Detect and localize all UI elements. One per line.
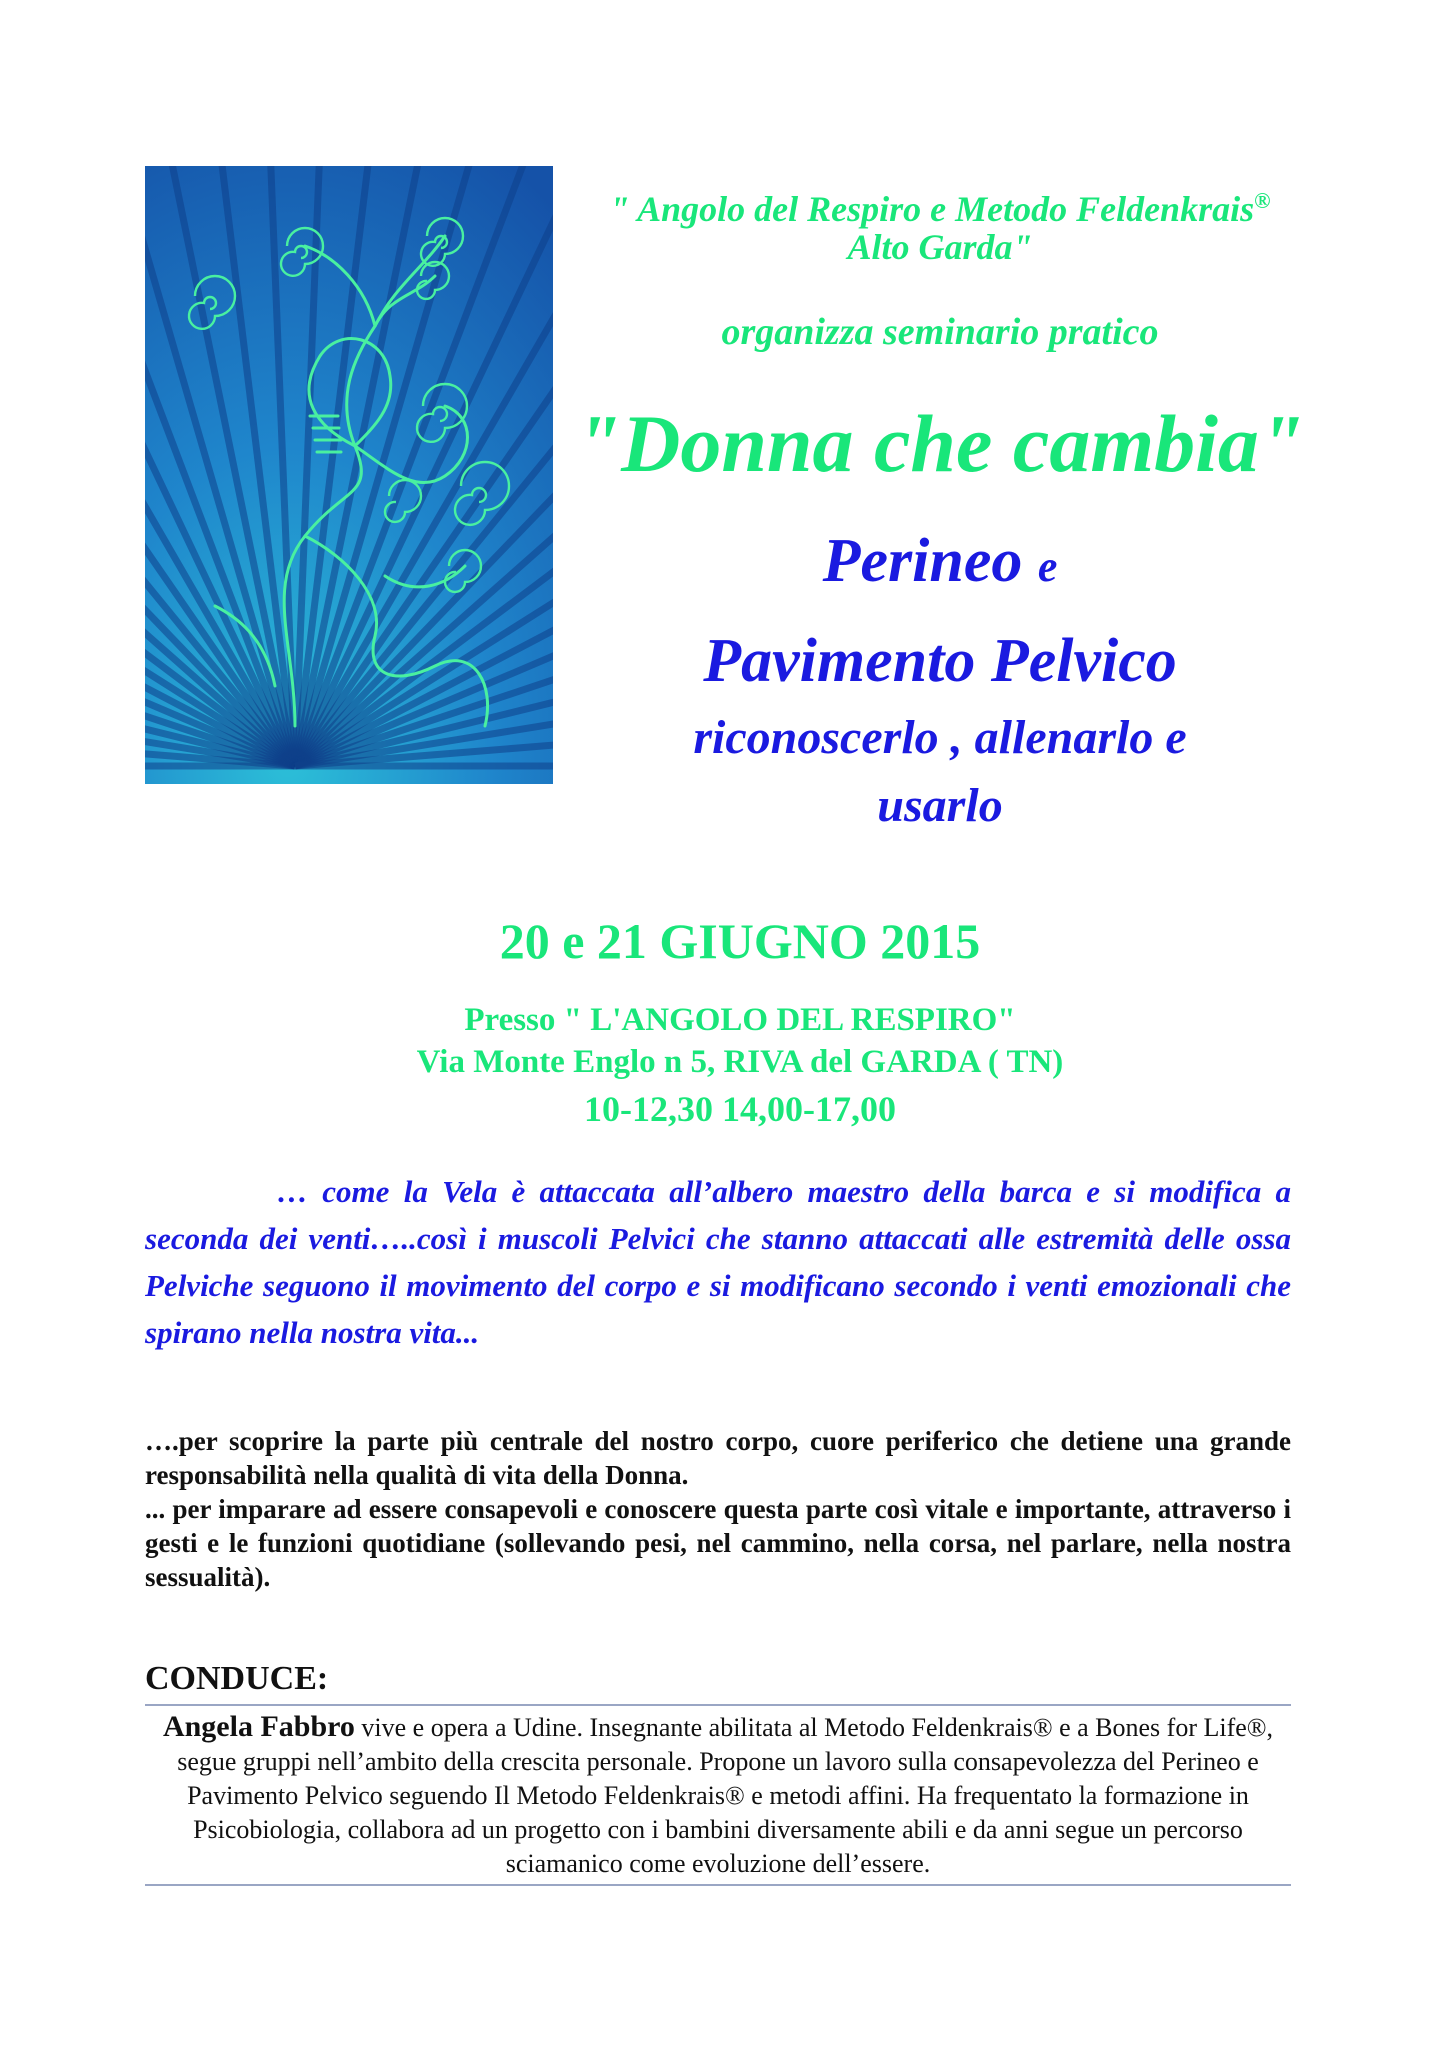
topic-perineo-word: Perineo — [822, 527, 1023, 595]
topic-pavimento: Pavimento Pelvico — [703, 627, 1177, 695]
event-venue-address: Via Monte Englo n 5, RIVA del GARDA ( TN) — [416, 1044, 1064, 1080]
event-hours: 10-12,30 14,00-17,00 — [584, 1089, 896, 1129]
event-date: 20 e 21 GIUGNO 2015 — [499, 913, 981, 969]
organization-name-line-2: Alto Garda" — [847, 227, 1033, 267]
topic-subtitle — [560, 704, 1320, 840]
description-paragraph-2: ... per imparare ad essere consapevoli e conoscere questa parte così vitale e importante, attraverso i gesti e le funzioni quotidiane (sollevando pesi, nel cammino, nella corsa, nel parlare, nella nostra sessualità). — [145, 1494, 1291, 1592]
sail-quote: … come la Vela è attaccata all’albero maestro della barca e si modifica a seconda dei venti…..così i muscoli Pelvici che stanno attaccati alle estremità delle ossa Pelviche seguono il movimento del corpo e si modificano secondo i venti emozionali che spirano nella nostra vita... — [145, 1174, 1291, 1350]
divider-top — [145, 1704, 1291, 1706]
subtitle-organizza: organizza seminario pratico — [721, 311, 1159, 353]
instructor-bio — [150, 1710, 1286, 1881]
instructor-name: Angela Fabbro — [162, 1710, 355, 1743]
topic-subtitle-line-2: usarlo — [877, 779, 1003, 832]
topic-subtitle-line-1: riconoscerlo , allenarlo e — [693, 711, 1187, 764]
event-venue-name: Presso " L'ANGOLO DEL RESPIRO" — [464, 1002, 1016, 1038]
conduce-heading: CONDUCE: — [145, 1660, 329, 1697]
description-paragraph-1: ….per scoprire la parte più centrale del nostro corpo, cuore periferico che detiene una grande responsabilità nella qualità di vita della Donna. — [145, 1426, 1291, 1490]
artwork-image — [145, 166, 553, 784]
instructor-bio-text: vive e opera a Udine. Insegnante abilitata al Metodo Feldenkrais® e a Bones for Life®, segue gruppi nell’ambito della crescita personale. Propone un lavoro sulla consapevolezza del Perineo e Pavimento Pelvico seguendo Il Metodo Feldenkrais® e metodi affini. Ha frequentato la formazione in Psicobiologia, collabora ad un progetto con i bambini diversamente abili e da anni segue un percorso sciamanico come evoluzione dell’essere. — [177, 1713, 1274, 1878]
organization-name: " Angolo del Respiro e Metodo Feldenkrais — [609, 189, 1255, 229]
topic-perineo — [560, 526, 1320, 597]
seminar-title: "Donna che cambia" — [575, 398, 1305, 489]
artwork-painting — [145, 166, 553, 784]
registered-mark: ® — [1254, 188, 1271, 213]
divider-bottom — [145, 1884, 1291, 1886]
topic-perineo-conjunction: e — [1037, 542, 1058, 591]
